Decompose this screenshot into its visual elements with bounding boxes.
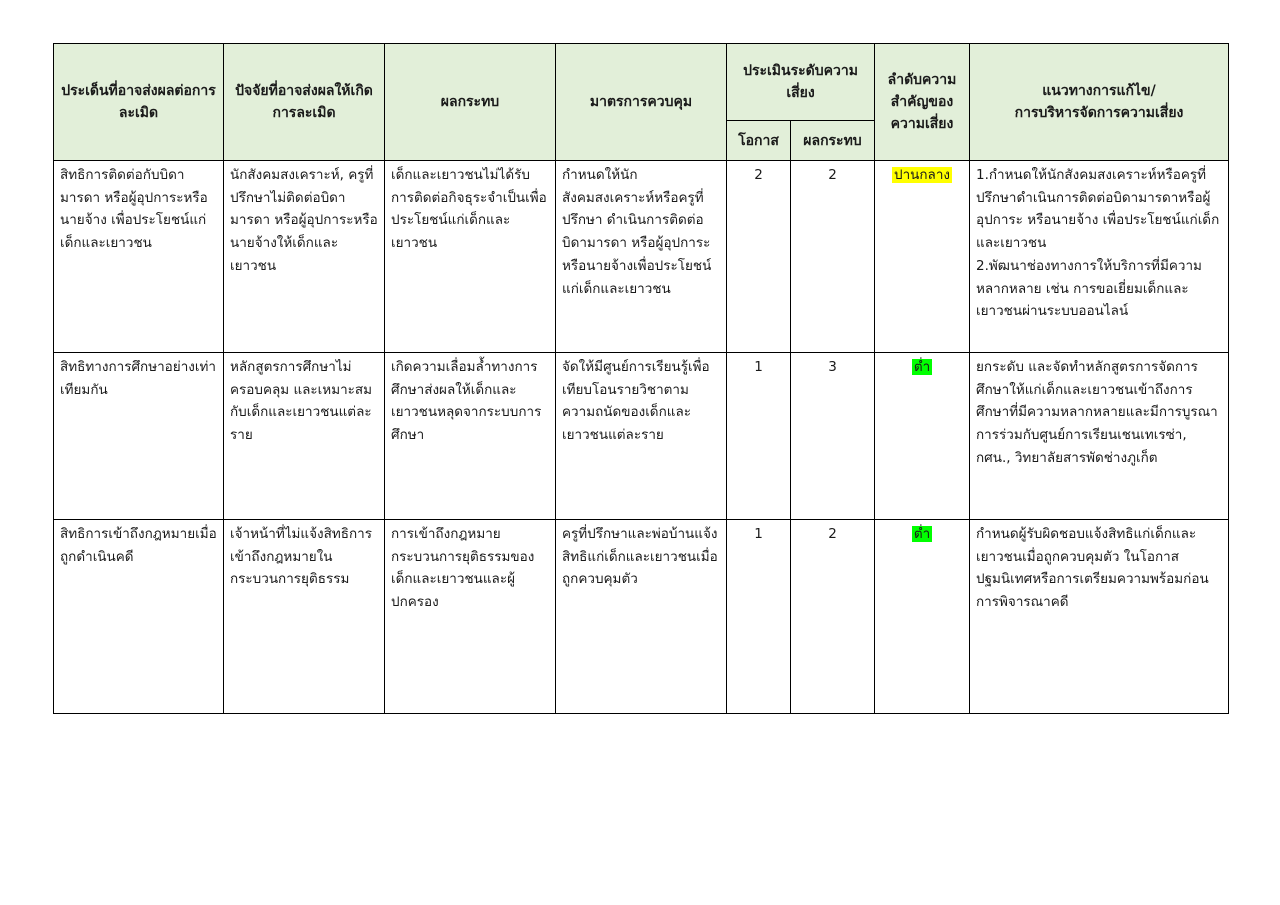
header-risk-assessment: ประเมินระดับความเสี่ยง [727, 44, 875, 121]
cell-impact: เกิดความเลื่อมล้ำทางการศึกษาส่งผลให้เด็กและเยาวชนหลุดจากระบบการศึกษา [385, 353, 556, 520]
cell-priority [875, 161, 970, 353]
header-consequence: ผลกระทบ [791, 121, 875, 161]
header-impact: ผลกระทบ [385, 44, 556, 161]
solution-item: กำหนดผู้รับผิดชอบแจ้งสิทธิแก่เด็กและเยาวชนเมื่อถูกควบคุมตัว ในโอกาสปฐมนิเทศหรือการเตรียมความพร้อมก่อนการพิจารณาคดี [976, 526, 1209, 611]
cell-issue: สิทธิการติดต่อกับบิดามารดา หรือผู้อุปการะหรือนายจ้าง เพื่อประโยชน์แก่เด็กและเยาวชน [54, 161, 224, 353]
cell-priority [875, 353, 970, 520]
table-row [54, 161, 1229, 353]
header-solution-line1: แนวทางการแก้ไข/ [1042, 83, 1156, 99]
cell-issue: สิทธิการเข้าถึงกฎหมายเมื่อถูกดำเนินคดี [54, 520, 224, 714]
cell-likelihood: 1 [727, 520, 791, 714]
cell-impact: การเข้าถึงกฎหมายกระบวนการยุติธรรมของเด็กและเยาวชนและผู้ปกครอง [385, 520, 556, 714]
header-factor: ปัจจัยที่อาจส่งผลให้เกิดการละเมิด [224, 44, 385, 161]
cell-issue: สิทธิทางการศึกษาอย่างเท่าเทียมกัน [54, 353, 224, 520]
solution-item: 1.กำหนดให้นักสังคมสงเคราะห์หรือครูที่ปรึกษาดำเนินการติดต่อบิดามารดาหรือผู้อุปการะ หรือนายจ้าง เพื่อประโยชน์แก่เด็กและเยาวชน [976, 167, 1220, 252]
cell-consequence: 3 [791, 353, 875, 520]
risk-assessment-table [53, 43, 1229, 714]
solution-item: ยกระดับ และจัดทำหลักสูตรการจัดการศึกษาให้แก่เด็กและเยาวชนเข้าถึงการศึกษาที่มีความหลากหลายและมีการบูรณาการร่วมกับศูนย์การเรียนเชนเทเรซ่า, กศน., วิทยาลัยสารพัดช่างภูเก็ต [976, 359, 1218, 466]
cell-control: จัดให้มีศูนย์การเรียนรู้เพื่อเทียบโอนรายวิชาตามความถนัดของเด็กและเยาวชนแต่ละราย [556, 353, 727, 520]
cell-control: ครูที่ปรึกษาและพ่อบ้านแจ้งสิทธิแก่เด็กและเยาวชนเมื่อถูกควบคุมตัว [556, 520, 727, 714]
header-priority: ลำดับความสำคัญของความเสี่ยง [875, 44, 970, 161]
header-likelihood: โอกาส [727, 121, 791, 161]
cell-impact: เด็กและเยาวชนไม่ได้รับการติดต่อกิจธุระจำเป็นเพื่อประโยชน์แก่เด็กและเยาวชน [385, 161, 556, 353]
header-solution-line2: การบริหารจัดการความเสี่ยง [1014, 105, 1184, 121]
priority-badge: ต่ำ [913, 359, 931, 375]
priority-badge: ต่ำ [913, 526, 931, 542]
cell-solution [970, 161, 1229, 353]
solution-item: 2.พัฒนาช่องทางการให้บริการที่มีความหลากหลาย เช่น การขอเยี่ยมเด็กและเยาวชนผ่านระบบออนไลน์ [976, 257, 1202, 320]
cell-factor: หลักสูตรการศึกษาไม่ครอบคลุม และเหมาะสมกับเด็กและเยาวชนแต่ละราย [224, 353, 385, 520]
cell-factor: เจ้าหน้าที่ไม่แจ้งสิทธิการเข้าถึงกฎหมายในกระบวนการยุติธรรม [224, 520, 385, 714]
cell-solution [970, 520, 1229, 714]
priority-badge: ปานกลาง [894, 167, 950, 183]
cell-factor: นักสังคมสงเคราะห์, ครูที่ปรึกษาไม่ติดต่อบิดามารดา หรือผู้อุปการะหรือนายจ้างให้เด็กและเยาวชน [224, 161, 385, 353]
table-row [54, 353, 1229, 520]
table-row [54, 520, 1229, 714]
cell-likelihood: 1 [727, 353, 791, 520]
cell-control: กำหนดให้นักสังคมสงเคราะห์หรือครูที่ปรึกษา ดำเนินการติดต่อบิดามารดา หรือผู้อุปการะ หรือนายจ้างเพื่อประโยชน์แก่เด็กและเยาวชน [556, 161, 727, 353]
cell-likelihood: 2 [727, 161, 791, 353]
cell-priority [875, 520, 970, 714]
header-control: มาตรการควบคุม [556, 44, 727, 161]
cell-consequence: 2 [791, 161, 875, 353]
cell-solution [970, 353, 1229, 520]
header-solution [970, 44, 1229, 161]
header-issue: ประเด็นที่อาจส่งผลต่อการละเมิด [54, 44, 224, 161]
cell-consequence: 2 [791, 520, 875, 714]
